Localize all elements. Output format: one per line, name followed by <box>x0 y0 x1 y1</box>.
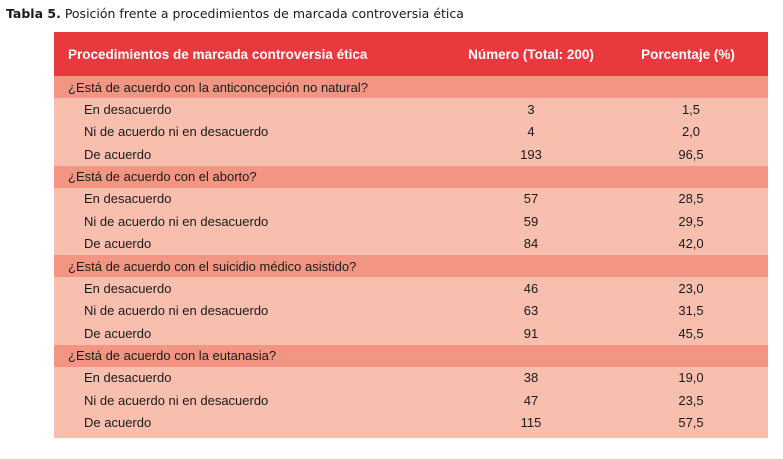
table-row <box>54 98 768 121</box>
row-percent: 2,0 <box>604 121 768 144</box>
table-row <box>54 143 768 166</box>
row-option: En desacuerdo <box>54 367 414 390</box>
row-percent: 57,5 <box>604 412 768 438</box>
caption-label: Tabla 5. <box>6 6 61 21</box>
row-number: 59 <box>414 210 604 233</box>
group-question-row <box>54 255 768 277</box>
group-question-row <box>54 76 768 98</box>
group-question: ¿Está de acuerdo con la eutanasia? <box>54 345 768 367</box>
row-percent: 1,5 <box>604 98 768 121</box>
group-anticoncepcion <box>54 76 768 166</box>
group-question-row <box>54 166 768 188</box>
row-number: 3 <box>414 98 604 121</box>
group-suicidio-asistido <box>54 255 768 345</box>
table-row <box>54 121 768 144</box>
row-option: En desacuerdo <box>54 188 414 211</box>
row-number: 57 <box>414 188 604 211</box>
row-option: De acuerdo <box>54 233 414 256</box>
row-percent: 45,5 <box>604 322 768 345</box>
table-row <box>54 367 768 390</box>
table-row <box>54 188 768 211</box>
row-number: 46 <box>414 277 604 300</box>
row-number: 193 <box>414 143 604 166</box>
row-number: 4 <box>414 121 604 144</box>
header-procedure: Procedimientos de marcada controversia ética <box>54 32 414 76</box>
row-percent: 42,0 <box>604 233 768 256</box>
group-aborto <box>54 166 768 256</box>
group-question: ¿Está de acuerdo con el suicidio médico asistido? <box>54 255 768 277</box>
row-option: En desacuerdo <box>54 98 414 121</box>
row-option: En desacuerdo <box>54 277 414 300</box>
group-question: ¿Está de acuerdo con el aborto? <box>54 166 768 188</box>
header-number: Número (Total: 200) <box>414 32 604 76</box>
row-number: 63 <box>414 300 604 323</box>
table-header <box>54 32 768 76</box>
table-row <box>54 277 768 300</box>
row-percent: 19,0 <box>604 367 768 390</box>
row-option: Ni de acuerdo ni en desacuerdo <box>54 389 414 412</box>
group-question: ¿Está de acuerdo con la anticoncepción no natural? <box>54 76 768 98</box>
row-percent: 28,5 <box>604 188 768 211</box>
caption-text: Posición frente a procedimientos de marcada controversia ética <box>64 6 464 21</box>
header-percent: Porcentaje (%) <box>604 32 768 76</box>
table-row <box>54 322 768 345</box>
row-option: Ni de acuerdo ni en desacuerdo <box>54 121 414 144</box>
data-table <box>54 32 768 438</box>
row-number: 38 <box>414 367 604 390</box>
group-question-row <box>54 345 768 367</box>
table-row <box>54 412 768 438</box>
table-row <box>54 389 768 412</box>
row-percent: 29,5 <box>604 210 768 233</box>
row-number: 47 <box>414 389 604 412</box>
row-percent: 23,0 <box>604 277 768 300</box>
table-caption <box>6 6 464 22</box>
table-row <box>54 300 768 323</box>
group-eutanasia <box>54 345 768 438</box>
table-row <box>54 210 768 233</box>
row-number: 84 <box>414 233 604 256</box>
row-option: De acuerdo <box>54 322 414 345</box>
row-option: Ni de acuerdo ni en desacuerdo <box>54 210 414 233</box>
row-percent: 96,5 <box>604 143 768 166</box>
row-option: Ni de acuerdo ni en desacuerdo <box>54 300 414 323</box>
row-percent: 23,5 <box>604 389 768 412</box>
row-option: De acuerdo <box>54 412 414 438</box>
table-row <box>54 233 768 256</box>
row-percent: 31,5 <box>604 300 768 323</box>
header-row <box>54 32 768 76</box>
row-number: 115 <box>414 412 604 438</box>
row-number: 91 <box>414 322 604 345</box>
row-option: De acuerdo <box>54 143 414 166</box>
